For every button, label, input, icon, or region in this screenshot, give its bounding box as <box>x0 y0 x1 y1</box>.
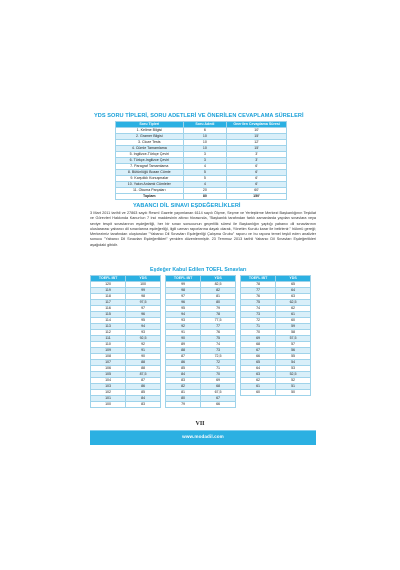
yds-score-cell: 82 <box>201 288 236 294</box>
table-cell: 60' <box>227 188 287 194</box>
yds-score-cell: 88 <box>126 360 161 366</box>
header-yds: YDS <box>126 276 161 282</box>
yds-score-cell: 86 <box>126 384 161 390</box>
yds-score-cell: 52,5 <box>276 372 311 378</box>
toefl-score-cell: 106 <box>91 366 126 372</box>
toefl-score-cell: 105 <box>91 372 126 378</box>
footer-bar <box>90 430 316 445</box>
toefl-score-cell: 103 <box>91 384 126 390</box>
page-number: VII <box>195 421 205 427</box>
yds-score-cell: 53 <box>276 366 311 372</box>
table-cell: 11. Okuma Parçaları <box>116 188 184 194</box>
toefl-score-cell: 67 <box>241 348 276 354</box>
toefl-score-cell: 78 <box>241 282 276 288</box>
yds-score-cell: 85 <box>126 390 161 396</box>
toefl-score-cell: 85 <box>166 366 201 372</box>
table-cell: 6. Türkçe-İngilizce Çeviri <box>116 158 184 164</box>
toefl-score-cell: 108 <box>91 354 126 360</box>
table-row <box>241 390 311 396</box>
yds-score-cell: 76 <box>201 330 236 336</box>
toefl-score-cell: 101 <box>91 396 126 402</box>
yds-score-cell: 84 <box>126 396 161 402</box>
toefl-score-cell: 92 <box>166 324 201 330</box>
toefl-score-cell: 90 <box>166 336 201 342</box>
header-toefl-ibt: TOEFL IBT <box>91 276 126 282</box>
header-toefl-ibt: TOEFL IBT <box>166 276 201 282</box>
toefl-score-cell: 112 <box>91 330 126 336</box>
toefl-score-cell: 80 <box>166 396 201 402</box>
table-cell: 10 <box>183 134 227 140</box>
toefl-score-cell: 104 <box>91 378 126 384</box>
table-cell: 5 <box>183 176 227 182</box>
yds-score-cell: 97 <box>126 306 161 312</box>
yds-score-cell: 88 <box>126 366 161 372</box>
table-cell: 3' <box>227 152 287 158</box>
yds-score-cell: 63 <box>276 294 311 300</box>
table-cell: 6' <box>227 182 287 188</box>
table-cell: 4 <box>183 164 227 170</box>
yds-score-cell: 52 <box>276 378 311 384</box>
yds-score-cell: 54 <box>276 360 311 366</box>
toefl-score-cell: 72 <box>241 318 276 324</box>
toefl-score-cell: 75 <box>241 300 276 306</box>
yds-score-cell: 73 <box>201 348 236 354</box>
yds-score-cell: 58 <box>276 330 311 336</box>
toefl-score-cell: 86 <box>166 360 201 366</box>
toefl-score-cell: 97 <box>166 294 201 300</box>
toefl-score-cell: 66 <box>241 354 276 360</box>
toefl-score-cell: 88 <box>166 348 201 354</box>
toefl-score-cell: 109 <box>91 348 126 354</box>
table-cell: 6' <box>227 176 287 182</box>
yds-score-cell: 60 <box>276 318 311 324</box>
header-question-count: Soru Adedi <box>183 122 227 128</box>
yds-score-cell: 62,5 <box>276 300 311 306</box>
toefl-score-cell: 113 <box>91 324 126 330</box>
total-cell: Toplam <box>116 194 184 200</box>
toefl-score-cell: 81 <box>166 390 201 396</box>
yds-score-cell: 100 <box>126 282 161 288</box>
table-cell: 15' <box>227 146 287 152</box>
toefl-score-cell: 115 <box>91 312 126 318</box>
toefl-score-cell: 116 <box>91 306 126 312</box>
header-toefl-ibt: TOEFL IBT <box>241 276 276 282</box>
yds-score-cell: 87 <box>126 378 161 384</box>
yds-score-cell: 57,5 <box>276 336 311 342</box>
toefl-table-3 <box>240 275 311 396</box>
toefl-score-cell: 62 <box>241 378 276 384</box>
toefl-title: Eşdeğer Kabul Edilen TOEFL Sınavları <box>150 267 247 273</box>
table-cell: 10' <box>227 128 287 134</box>
yds-score-cell: 92,5 <box>126 336 161 342</box>
toefl-table-2 <box>165 275 236 408</box>
yds-score-cell: 72,5 <box>201 354 236 360</box>
toefl-score-cell: 119 <box>91 288 126 294</box>
yds-score-cell: 57 <box>276 342 311 348</box>
toefl-score-cell: 76 <box>241 294 276 300</box>
table-cell: 3' <box>227 158 287 164</box>
toefl-score-cell: 63 <box>241 372 276 378</box>
yds-score-cell: 62 <box>276 306 311 312</box>
question-types-title: YDS SORU TİPLERİ, SORU ADETLERİ VE ÖNERİLEN CEVAPLAMA SÜRELERİ <box>94 113 304 119</box>
toefl-score-cell: 61 <box>241 384 276 390</box>
table-cell: 5. İngilizce-Türkçe Çeviri <box>116 152 184 158</box>
yds-score-cell: 69 <box>201 378 236 384</box>
yds-score-cell: 91 <box>126 348 161 354</box>
toefl-score-cell: 70 <box>241 330 276 336</box>
toefl-score-cell: 117 <box>91 300 126 306</box>
yds-score-cell: 80 <box>201 300 236 306</box>
table-cell: 10 <box>183 146 227 152</box>
toefl-score-cell: 96 <box>166 300 201 306</box>
toefl-score-cell: 94 <box>166 312 201 318</box>
toefl-score-cell: 99 <box>166 282 201 288</box>
table-cell: 3. Cloze Tests <box>116 140 184 146</box>
toefl-score-cell: 65 <box>241 360 276 366</box>
equivalence-paragraph: 3 Mart 2011 tarihli ve 27863 sayılı Resmî Gazete yayımlanan 6114 sayılı Ölçme, Seçme ve Yerleştirme Merkezi Başkanlığının Teşkilat ve Görevleri Hakkında Kanun'un 7 inci maddesinin altıncı fıkrasında, "Başkanlık tarafından farklı zamanlarda yapılan sınavlara veya seviye tespit sınavlarının eşdeğerliği, her bir sınav sonucunun geçerlilik süresi ile Başkanlığın yaptığı yabancı dil sınavlarının uluslararası yabancı dil sınavlarına eşdeğerliği, ilgili uzman raporlarına dayalı olarak, Yönetim Kurulu karar ile belirlenir." hükmü gereği; Merkezimiz tarafından oluşturulan "Yabancı Dil Sınavları Eşdeğerliği Çalışma Grubu" raporu ve bu rapora temel teşkil eden analizler sonucu "Yabancı Dil Sınavları Eşdeğerlikleri" yeniden düzenlenmiştir. 23 Temmuz 2013 tarihli Yabancı Dil Sınavları Eşdeğerlikleri aşağıdaki gibidir. <box>90 211 316 247</box>
header-yds: YDS <box>276 276 311 282</box>
yds-score-cell: 99 <box>126 288 161 294</box>
language-equivalence-title: YABANCI DİL SINAVI EŞDEĞERLİKLERİ <box>133 203 241 209</box>
total-cell: 150' <box>227 194 287 200</box>
toefl-score-cell: 69 <box>241 336 276 342</box>
total-row <box>116 194 287 200</box>
yds-score-cell: 59 <box>276 324 311 330</box>
table-cell: 1. Kelime Bilgisi <box>116 128 184 134</box>
table-cell: 7. Paragraf Tamamlama <box>116 164 184 170</box>
yds-score-cell: 50 <box>276 390 311 396</box>
yds-score-cell: 67,5 <box>201 390 236 396</box>
table-cell: 6 <box>183 128 227 134</box>
yds-score-cell: 61 <box>276 312 311 318</box>
toefl-score-cell: 77 <box>241 288 276 294</box>
toefl-score-cell: 120 <box>91 282 126 288</box>
table-cell: 5 <box>183 170 227 176</box>
yds-score-cell: 56 <box>276 348 311 354</box>
header-question-type: Soru Tipleri <box>116 122 184 128</box>
toefl-score-cell: 71 <box>241 324 276 330</box>
toefl-score-cell: 60 <box>241 390 276 396</box>
yds-score-cell: 51 <box>276 384 311 390</box>
table-cell: 15' <box>227 134 287 140</box>
yds-score-cell: 96 <box>126 312 161 318</box>
toefl-score-cell: 118 <box>91 294 126 300</box>
yds-score-cell: 64 <box>276 288 311 294</box>
yds-score-cell: 79 <box>201 306 236 312</box>
yds-score-cell: 71 <box>201 366 236 372</box>
yds-score-cell: 74 <box>201 342 236 348</box>
toefl-score-cell: 98 <box>166 288 201 294</box>
toefl-score-cell: 114 <box>91 318 126 324</box>
table-cell: 4. Cümle Tamamlama <box>116 146 184 152</box>
question-types-table <box>115 121 287 200</box>
yds-score-cell: 67 <box>201 396 236 402</box>
table-cell: 12' <box>227 140 287 146</box>
table-cell: 3 <box>183 158 227 164</box>
table-cell: 6' <box>227 164 287 170</box>
table-header-row <box>116 122 287 128</box>
yds-score-cell: 95 <box>126 318 161 324</box>
yds-score-cell: 77 <box>201 324 236 330</box>
table-row <box>91 402 161 408</box>
toefl-score-cell: 93 <box>166 318 201 324</box>
header-yds: YDS <box>201 276 236 282</box>
yds-score-cell: 66 <box>201 402 236 408</box>
table-cell: 10 <box>183 140 227 146</box>
yds-score-cell: 94 <box>126 324 161 330</box>
yds-score-cell: 70 <box>201 372 236 378</box>
toefl-score-cell: 89 <box>166 342 201 348</box>
yds-score-cell: 82,5 <box>201 282 236 288</box>
header-suggested-time: Önerilen Cevaplama Süresi <box>227 122 287 128</box>
yds-score-cell: 87,5 <box>126 372 161 378</box>
table-cell: 6' <box>227 170 287 176</box>
toefl-score-cell: 102 <box>91 390 126 396</box>
table-cell: 9. Karşılıklı Konuşmalar <box>116 176 184 182</box>
toefl-score-cell: 107 <box>91 360 126 366</box>
toefl-score-cell: 111 <box>91 336 126 342</box>
toefl-score-cell: 64 <box>241 366 276 372</box>
footer-url: www.modadil.com <box>182 434 224 439</box>
table-cell: 2. Gramer Bilgisi <box>116 134 184 140</box>
toefl-score-cell: 100 <box>91 402 126 408</box>
toefl-score-cell: 68 <box>241 342 276 348</box>
table-row <box>166 402 236 408</box>
toefl-score-cell: 84 <box>166 372 201 378</box>
toefl-score-cell: 83 <box>166 378 201 384</box>
toefl-score-cell: 79 <box>166 402 201 408</box>
total-cell: 80 <box>183 194 227 200</box>
yds-score-cell: 97,5 <box>126 300 161 306</box>
table-cell: 8. Bütünlüğü Bozan Cümle <box>116 170 184 176</box>
toefl-score-cell: 91 <box>166 330 201 336</box>
yds-score-cell: 68 <box>201 384 236 390</box>
yds-score-cell: 65 <box>276 282 311 288</box>
yds-score-cell: 83 <box>126 402 161 408</box>
yds-score-cell: 78 <box>201 312 236 318</box>
yds-score-cell: 75 <box>201 336 236 342</box>
yds-score-cell: 98 <box>126 294 161 300</box>
yds-score-cell: 55 <box>276 354 311 360</box>
yds-score-cell: 90 <box>126 354 161 360</box>
toefl-table-1 <box>90 275 161 408</box>
yds-score-cell: 93 <box>126 330 161 336</box>
yds-score-cell: 77,5 <box>201 318 236 324</box>
table-cell: 20 <box>183 188 227 194</box>
toefl-score-cell: 110 <box>91 342 126 348</box>
toefl-score-cell: 73 <box>241 312 276 318</box>
yds-score-cell: 72 <box>201 360 236 366</box>
toefl-score-cell: 82 <box>166 384 201 390</box>
yds-score-cell: 92 <box>126 342 161 348</box>
toefl-score-cell: 87 <box>166 354 201 360</box>
table-cell: 10. Yakın Anlamlı Cümleler <box>116 182 184 188</box>
table-cell: 4 <box>183 182 227 188</box>
toefl-score-cell: 74 <box>241 306 276 312</box>
yds-score-cell: 81 <box>201 294 236 300</box>
toefl-score-cell: 95 <box>166 306 201 312</box>
table-cell: 3 <box>183 152 227 158</box>
